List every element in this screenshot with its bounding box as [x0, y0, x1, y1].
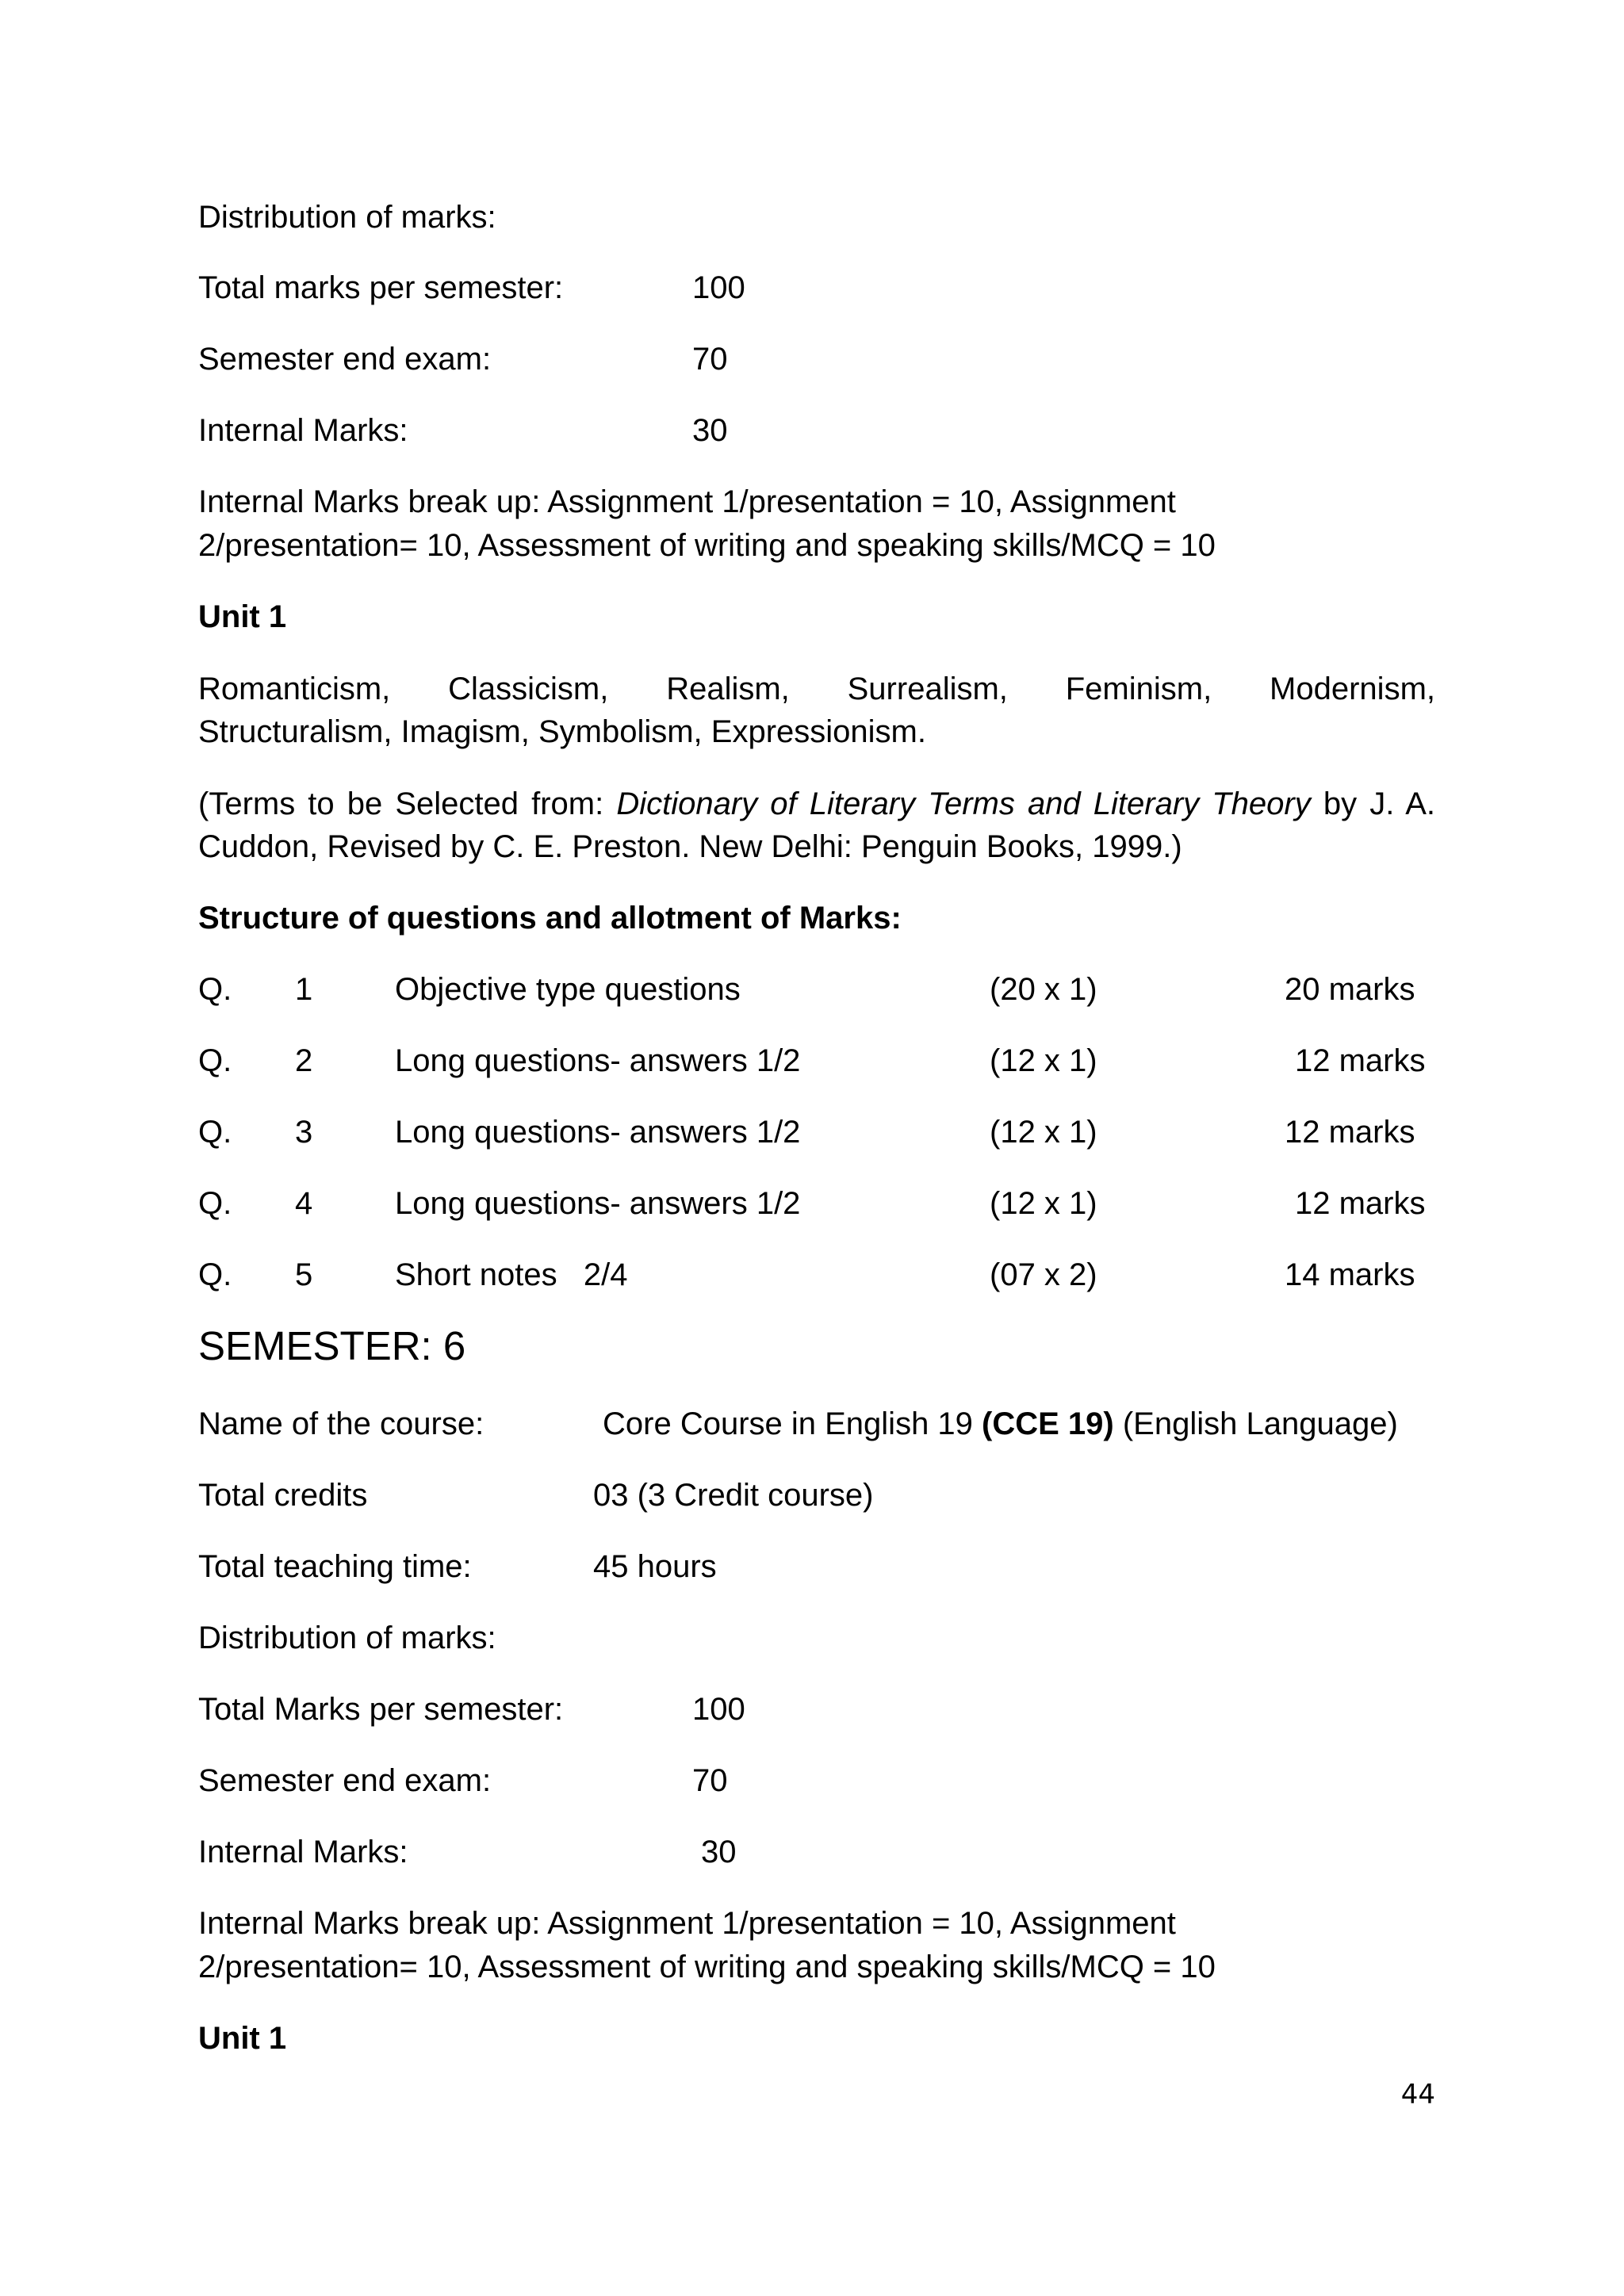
question-description: Objective type questions [395, 972, 741, 1007]
source-title: Dictionary of Literary Terms and Literary Theory [616, 786, 1311, 821]
breakup-line-1-2: Internal Marks break up: Assignment 1/presentation = 10, Assignment [198, 1906, 1176, 1941]
internal-marks-value-2: 30 [701, 1835, 737, 1869]
total-credits-label: Total credits [198, 1478, 368, 1513]
question-number: 4 [295, 1186, 313, 1221]
semester-exam-value-2: 70 [692, 1763, 728, 1798]
semester-exam-value: 70 [692, 342, 728, 377]
terms-line-2: Structuralism, Imagism, Symbolism, Expressionism. [198, 714, 926, 749]
question-calc: (12 x 1) [990, 1115, 1097, 1150]
question-prefix: Q. [198, 972, 232, 1007]
source-line-1 [198, 783, 1435, 826]
question-calc: (12 x 1) [990, 1043, 1097, 1078]
question-prefix: Q. [198, 1186, 232, 1221]
course-name-prefix: Core Course in English 19 [603, 1406, 982, 1441]
internal-marks-value: 30 [692, 413, 728, 448]
teaching-time-value: 45 hours [593, 1549, 717, 1584]
question-prefix: Q. [198, 1257, 232, 1292]
internal-marks-label-2: Internal Marks: [198, 1835, 408, 1869]
total-credits-value: 03 (3 Credit course) [593, 1478, 874, 1513]
question-calc: (07 x 2) [990, 1257, 1097, 1292]
document-page [198, 0, 1435, 2296]
source-prefix: (Terms to be Selected from: [198, 786, 617, 821]
semester-heading: SEMESTER: 6 [198, 1323, 466, 1368]
question-calc: (20 x 1) [990, 972, 1097, 1007]
course-name-label: Name of the course: [198, 1406, 485, 1441]
question-number: 5 [295, 1257, 313, 1292]
distribution-label-2: Distribution of marks: [198, 1621, 496, 1655]
semester-exam-label-2: Semester end exam: [198, 1763, 492, 1798]
internal-marks-label: Internal Marks: [198, 413, 408, 448]
question-calc: (12 x 1) [990, 1186, 1097, 1221]
course-code: (CCE 19) [982, 1406, 1114, 1441]
question-description: Long questions- answers 1/2 [395, 1115, 801, 1150]
breakup-line-2-2: 2/presentation= 10, Assessment of writing and speaking skills/MCQ = 10 [198, 1950, 1216, 1984]
question-marks: 20 marks [1285, 972, 1415, 1007]
distribution-label: Distribution of marks: [198, 200, 496, 235]
breakup-line-1: Internal Marks break up: Assignment 1/presentation = 10, Assignment [198, 484, 1176, 519]
question-description: Long questions- answers 1/2 [395, 1186, 801, 1221]
page-number: 44 [1400, 2079, 1435, 2110]
total-marks-value: 100 [692, 270, 745, 305]
question-number: 3 [295, 1115, 313, 1150]
course-name-value [603, 1403, 1398, 1445]
total-marks-value-2: 100 [692, 1692, 745, 1727]
question-marks: 14 marks [1285, 1257, 1415, 1292]
breakup-line-2: 2/presentation= 10, Assessment of writing and speaking skills/MCQ = 10 [198, 528, 1216, 563]
source-suffix: by J. A. [1310, 786, 1435, 821]
question-description: Long questions- answers 1/2 [395, 1043, 801, 1078]
question-marks: 12 marks [1285, 1115, 1415, 1150]
question-marks: 12 marks [1295, 1043, 1426, 1078]
semester-exam-label: Semester end exam: [198, 342, 492, 377]
source-line-2: Cuddon, Revised by C. E. Preston. New Delhi: Penguin Books, 1999.) [198, 829, 1182, 864]
question-number: 2 [295, 1043, 313, 1078]
question-number: 1 [295, 972, 313, 1007]
course-name-suffix: (English Language) [1113, 1406, 1398, 1441]
total-marks-label: Total marks per semester: [198, 270, 564, 305]
structure-heading: Structure of questions and allotment of Marks: [198, 901, 902, 936]
question-marks: 12 marks [1295, 1186, 1426, 1221]
terms-line-1: Romanticism, Classicism, Realism, Surrealism, Feminism, Modernism, [198, 672, 1435, 706]
unit-heading: Unit 1 [198, 599, 287, 634]
total-marks-label-2: Total Marks per semester: [198, 1692, 564, 1727]
question-description: Short notes 2/4 [395, 1257, 628, 1292]
teaching-time-label: Total teaching time: [198, 1549, 472, 1584]
question-prefix: Q. [198, 1043, 232, 1078]
question-prefix: Q. [198, 1115, 232, 1150]
unit-heading-2: Unit 1 [198, 2021, 287, 2056]
